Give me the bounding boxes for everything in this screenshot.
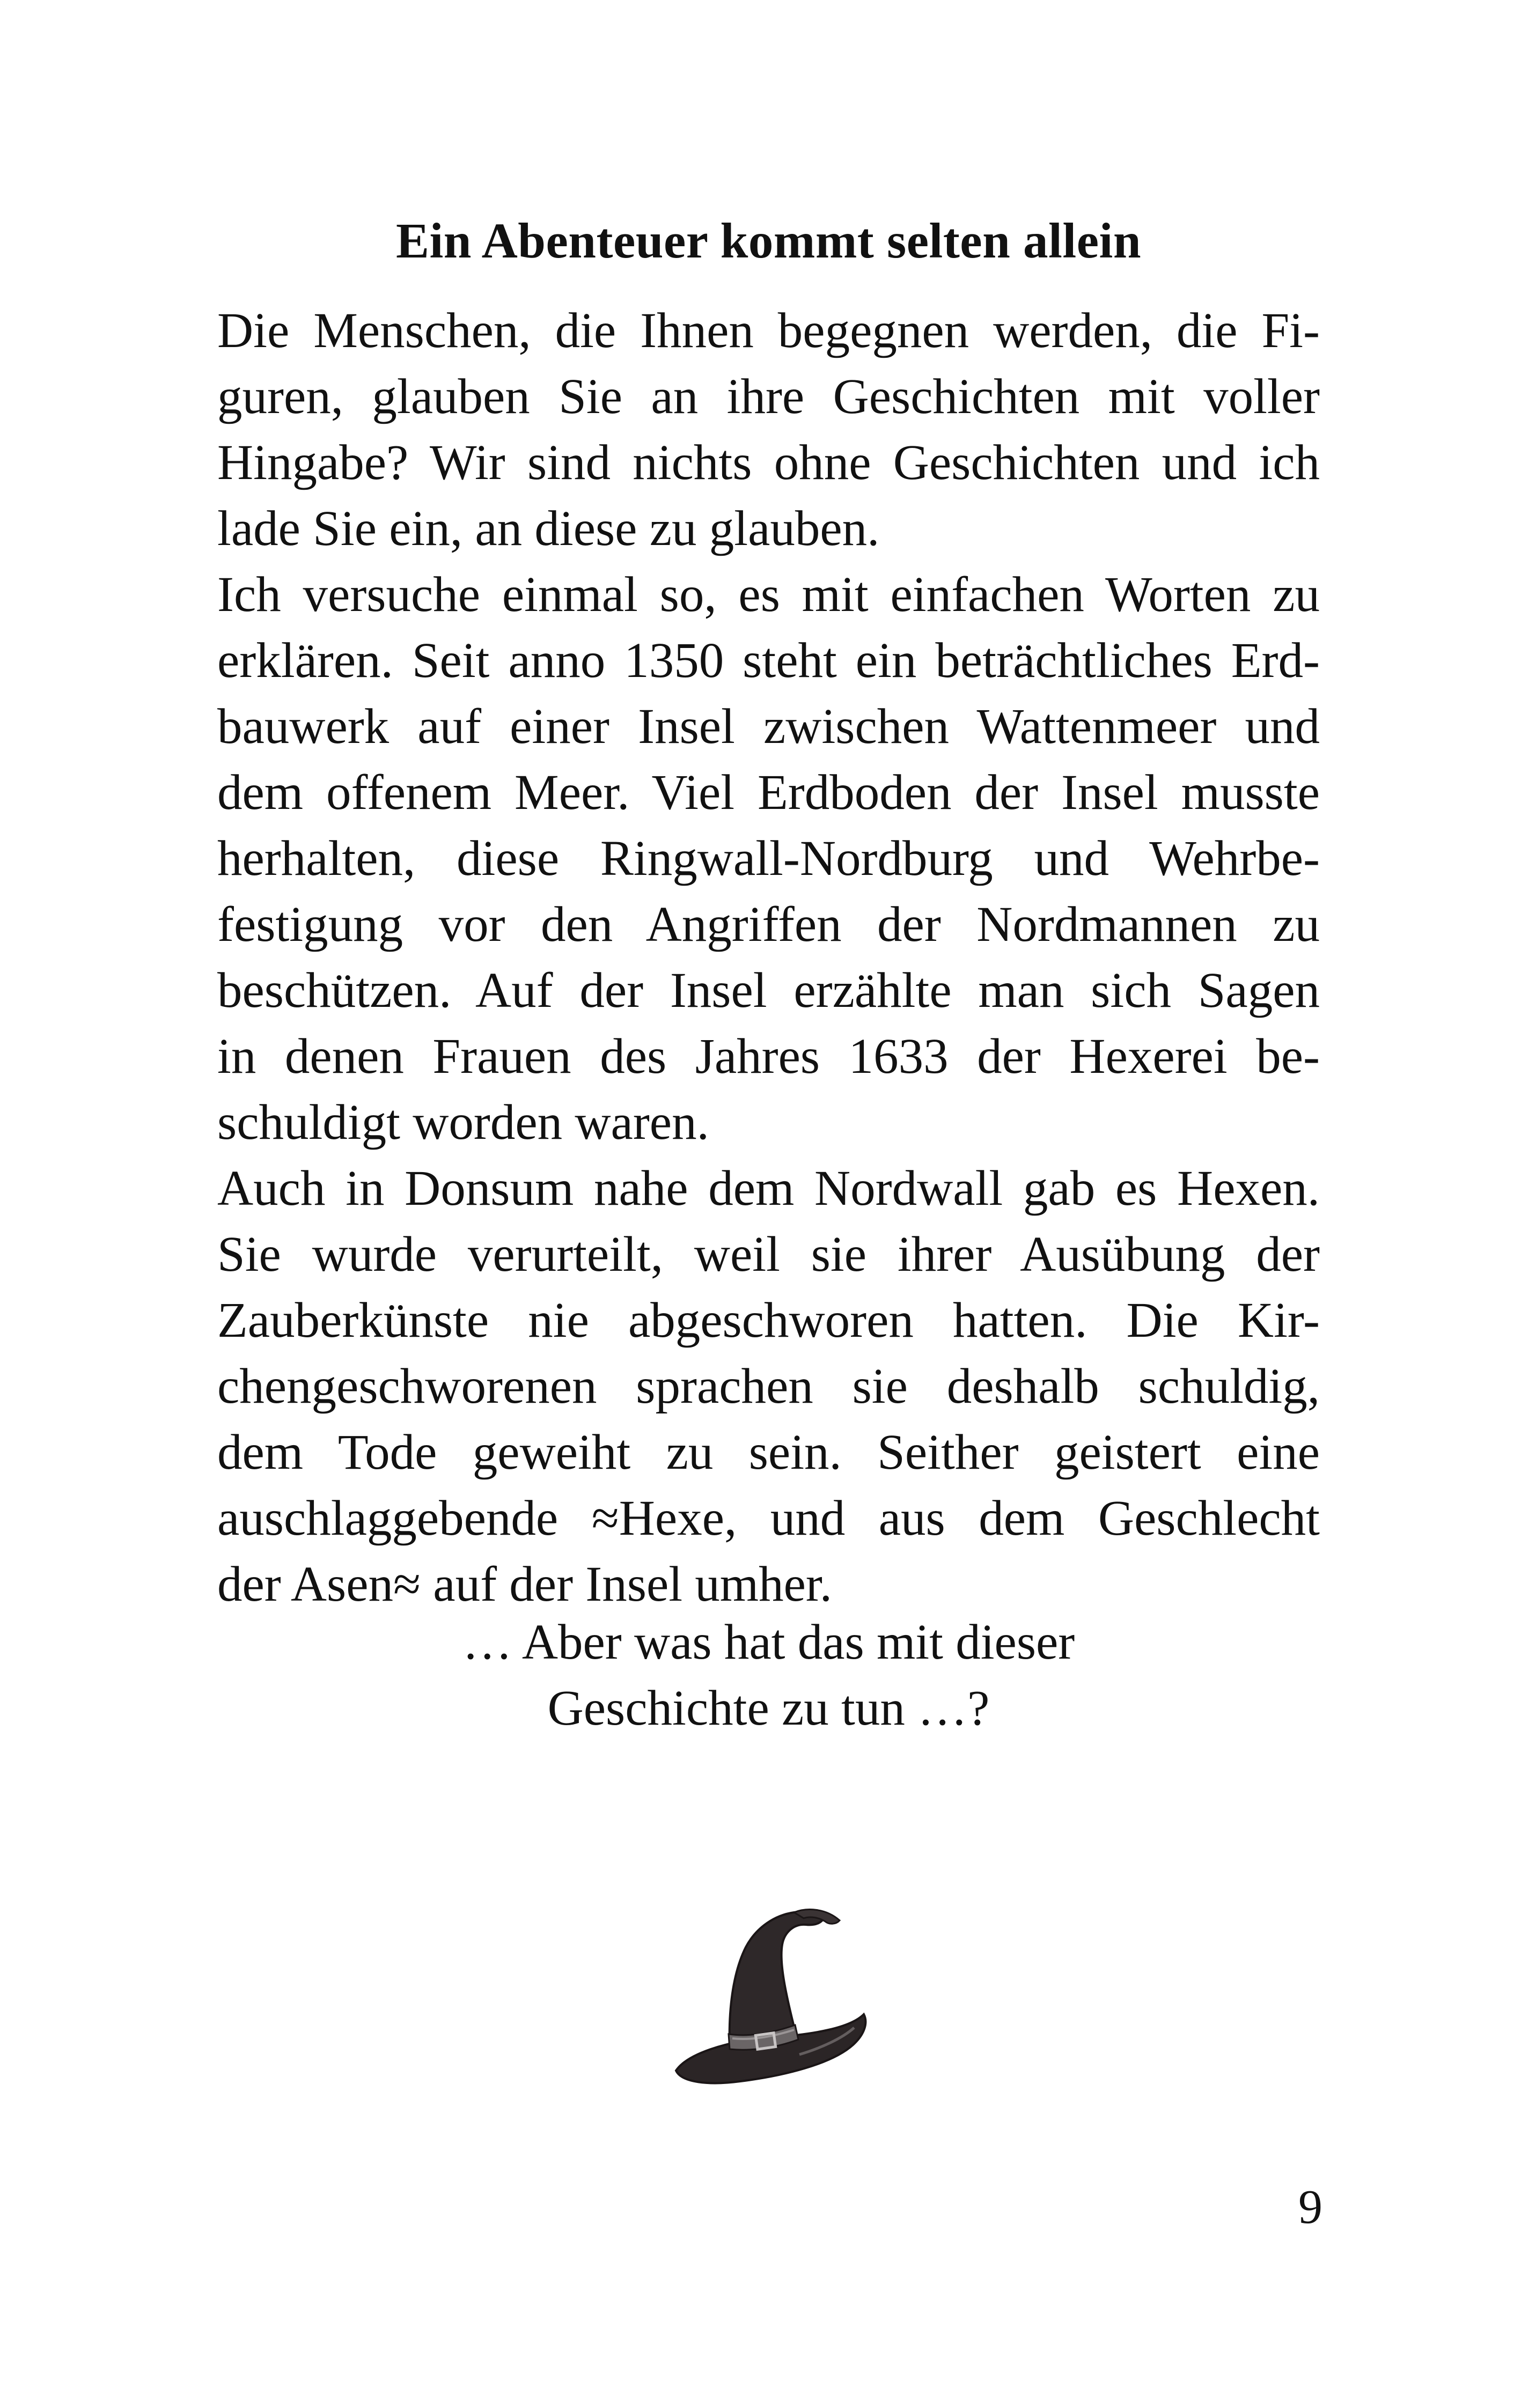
text-line: Hingabe? Wir sind nichts ohne Geschichten und ich <box>217 435 1320 490</box>
text-line: chengeschworenen sprachen sie deshalb schuldig, <box>217 1359 1320 1414</box>
chapter-title: Ein Abenteuer kommt selten allein <box>395 213 1142 269</box>
text-line: auschlaggebende ≈Hexe, und aus dem Geschlecht <box>217 1491 1320 1546</box>
closing-question <box>217 1609 1320 1741</box>
text-line: guren, glauben Sie an ihre Geschichten mit voller <box>217 369 1320 424</box>
text-line: Zauberkünste nie abgeschworen hatten. Die Kir- <box>217 1293 1320 1348</box>
text-line: dem offenem Meer. Viel Erdboden der Insel musste <box>217 765 1320 820</box>
text-line: dem Tode geweiht zu sein. Seither geistert eine <box>217 1425 1320 1480</box>
body-paragraphs <box>217 298 1320 1617</box>
text-line: Ich versuche einmal so, es mit einfachen Worten zu <box>217 567 1320 622</box>
text-line: erklären. Seit anno 1350 steht ein beträchtliches Erd- <box>217 633 1320 688</box>
text-line: Sie wurde verurteilt, weil sie ihrer Ausübung der <box>217 1227 1320 1282</box>
text-line: herhalten, diese Ringwall-Nordburg und Wehrbe- <box>217 831 1320 886</box>
text-line: der Asen≈ auf der Insel umher. <box>217 1557 833 1612</box>
text-line: lade Sie ein, an diese zu glauben. <box>217 501 880 556</box>
closing-line: Geschichte zu tun …? <box>547 1681 990 1736</box>
text-line: beschützen. Auf der Insel erzählte man sich Sagen <box>217 963 1320 1018</box>
text-line: bauwerk auf einer Insel zwischen Wattenmeer und <box>217 699 1320 754</box>
text-line: Auch in Donsum nahe dem Nordwall gab es Hexen. <box>217 1161 1320 1216</box>
closing-line: … Aber was hat das mit dieser <box>462 1615 1075 1670</box>
text-line: in denen Frauen des Jahres 1633 der Hexerei be- <box>217 1029 1320 1084</box>
page-number: 9 <box>1298 2181 1322 2234</box>
text-line: schuldigt worden waren. <box>217 1095 709 1150</box>
witch-hat-icon <box>665 1894 875 2097</box>
text-line: festigung vor den Angriffen der Nordmannen zu <box>217 897 1320 952</box>
text-line: Die Menschen, die Ihnen begegnen werden, die Fi- <box>217 303 1320 358</box>
